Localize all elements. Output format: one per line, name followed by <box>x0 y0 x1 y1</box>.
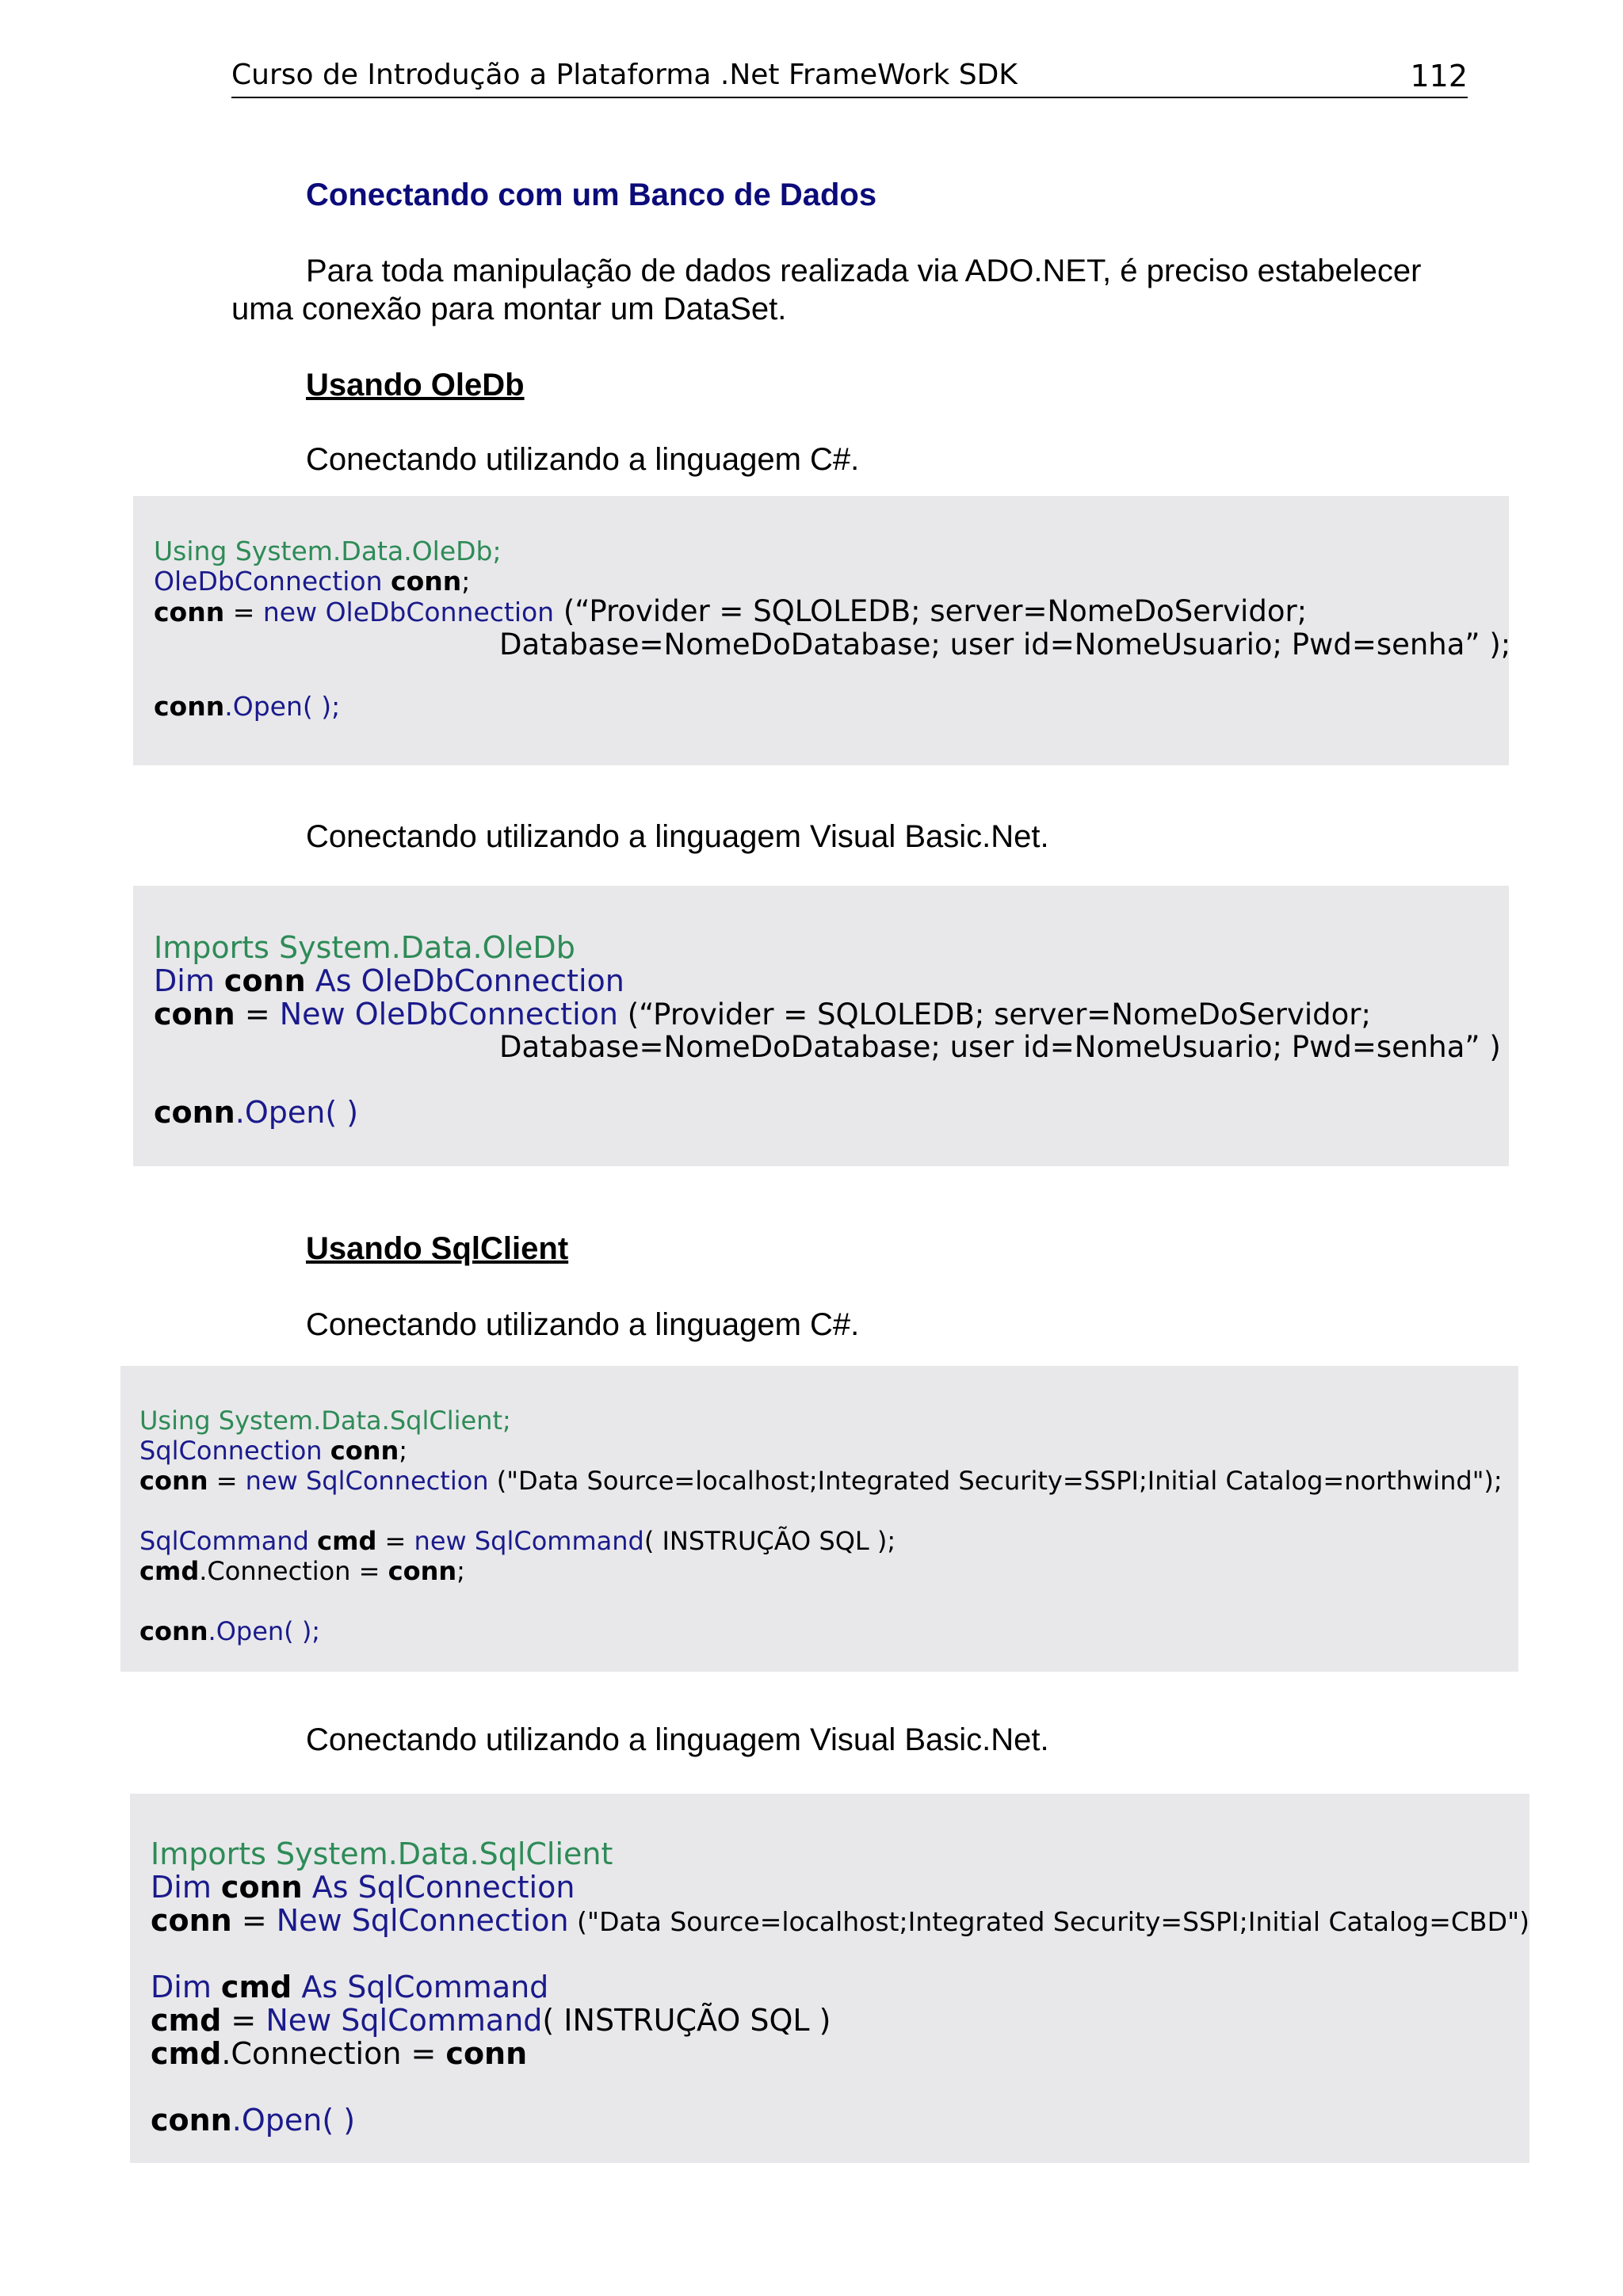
code-line: conn = New OleDbConnection (“Provider = SQLOLEDB; server=NomeDoServidor; <box>154 997 1371 1032</box>
sqlclient-csharp-code-block <box>120 1366 1518 1672</box>
code-line: conn.Open( ) <box>151 2103 356 2138</box>
oledb-csharp-caption: Conectando utilizando a linguagem C#. <box>306 442 860 477</box>
code-line: OleDbConnection conn; <box>154 566 471 597</box>
sqlclient-csharp-caption: Conectando utilizando a linguagem C#. <box>306 1307 860 1342</box>
code-line: Database=NomeDoDatabase; user id=NomeUsuario; Pwd=senha” ) <box>499 1030 1501 1064</box>
page-header <box>231 55 1468 98</box>
code-line: conn = New SqlConnection ("Data Source=localhost;Integrated Security=SSPI;Initial Catalog=CBD") <box>151 1903 1530 1938</box>
sqlclient-vb-code-block <box>130 1794 1529 2163</box>
oledb-vb-caption: Conectando utilizando a linguagem Visual Basic.Net. <box>306 819 1049 854</box>
code-line: cmd.Connection = conn <box>151 2036 528 2071</box>
code-line: conn.Open( ); <box>154 691 341 722</box>
code-line: cmd.Connection = conn; <box>139 1556 465 1586</box>
code-line: Dim conn As OleDbConnection <box>154 963 624 998</box>
code-line: conn = new OleDbConnection (“Provider = SQLOLEDB; server=NomeDoServidor; <box>154 594 1308 628</box>
intro-line-1: Para toda manipulação de dados realizada via ADO.NET, é preciso estabelecer <box>306 254 1422 288</box>
oledb-vb-code-block <box>133 886 1509 1166</box>
sqlclient-vb-caption: Conectando utilizando a linguagem Visual Basic.Net. <box>306 1722 1049 1757</box>
code-line: Database=NomeDoDatabase; user id=NomeUsuario; Pwd=senha” ); <box>499 627 1511 662</box>
code-line: conn = new SqlConnection ("Data Source=localhost;Integrated Security=SSPI;Initial Catalog=northwind"); <box>139 1466 1503 1496</box>
section-title: Conectando com um Banco de Dados <box>306 177 877 212</box>
code-line: Imports System.Data.SqlClient <box>151 1836 613 1871</box>
oledb-heading: Usando OleDb <box>306 368 525 402</box>
code-line: Dim cmd As SqlCommand <box>151 1970 549 2004</box>
code-line: Dim conn As SqlConnection <box>151 1870 575 1905</box>
code-line: SqlCommand cmd = new SqlCommand( INSTRUÇÃO SQL ); <box>139 1526 896 1556</box>
oledb-csharp-code-block <box>133 496 1509 765</box>
code-line: SqlConnection conn; <box>139 1436 408 1466</box>
intro-line-2: uma conexão para montar um DataSet. <box>231 292 787 326</box>
header-title: Curso de Introdução a Plataforma .Net FrameWork SDK <box>231 59 1018 91</box>
page-number: 112 <box>1410 59 1468 93</box>
code-line: Imports System.Data.OleDb <box>154 930 575 965</box>
code-line: Using System.Data.OleDb; <box>154 536 502 566</box>
code-line: Using System.Data.SqlClient; <box>139 1405 511 1436</box>
code-line: cmd = New SqlCommand( INSTRUÇÃO SQL ) <box>151 2003 831 2038</box>
code-line: conn.Open( ) <box>154 1095 359 1130</box>
sqlclient-heading: Usando SqlClient <box>306 1231 569 1266</box>
code-line: conn.Open( ); <box>139 1616 321 1646</box>
